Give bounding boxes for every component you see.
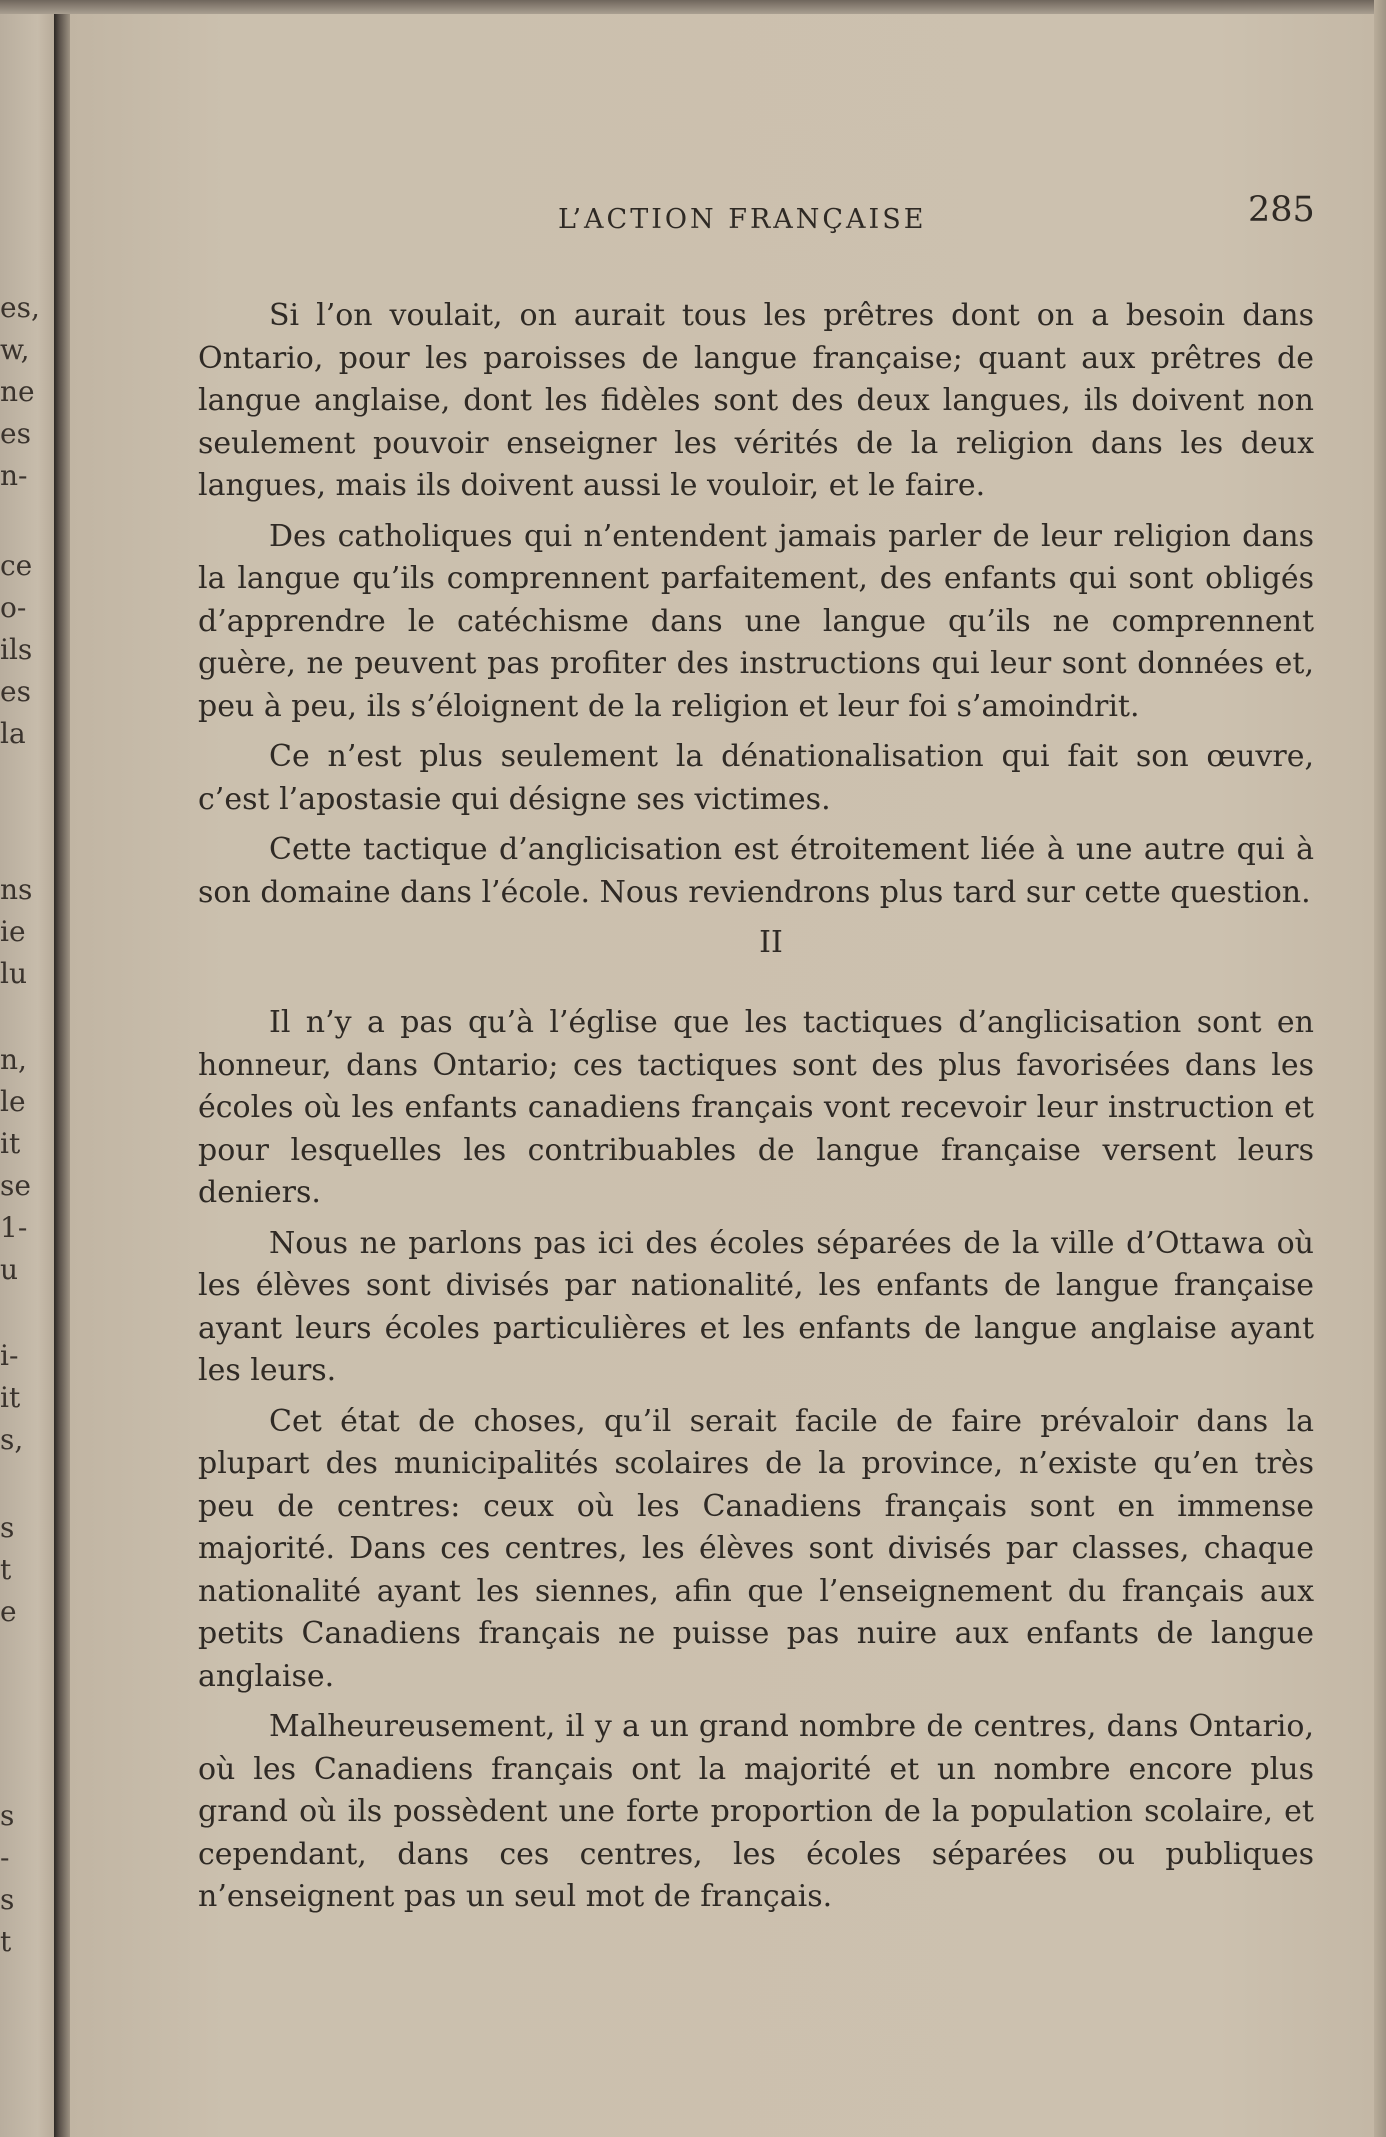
facing-page-fragment: le [0, 1086, 26, 1118]
facing-page-edge [0, 14, 54, 2137]
page-number: 285 [1248, 190, 1315, 230]
running-head: L’ACTION FRANÇAISE [558, 204, 927, 235]
facing-page-fragment: s [0, 1512, 15, 1544]
facing-page-fragment: i- [0, 1340, 19, 1372]
facing-page-fragment: - [0, 1842, 10, 1874]
page-top-edge [0, 0, 1386, 14]
paragraph: Cette tactique d’anglicisation est étroitement liée à une autre qui à son domaine dans l’école. Nous reviendrons plus tard sur cette question. [198, 832, 1314, 910]
page-right-edge [1374, 0, 1386, 2137]
body-text [198, 295, 1314, 1927]
facing-page-fragment: w, [0, 334, 30, 366]
facing-page-fragment: n, [0, 1044, 27, 1076]
facing-page-fragment: s [0, 1800, 15, 1832]
facing-page-fragment: e [0, 1596, 17, 1628]
paragraph: Cet état de choses, qu’il serait facile de faire prévaloir dans la plupart des municipalités scolaires de la province, n’existe qu’en très peu de centres: ceux où les Canadiens français sont en immense majorité. Dans ces centres, les élèves sont divisés par classes, chaque nationalité ayant les siennes, afin que l’enseignement du français aux petits Canadiens français ne puisse pas nuire aux enfants de langue anglaise. [198, 1403, 1314, 1694]
facing-page-fragment: ie [0, 916, 26, 948]
paragraph: Si l’on voulait, on aurait tous les prêtres dont on a besoin dans Ontario, pour les paroisses de langue française; quant aux prêtres de langue anglaise, dont les fidèles sont des deux langues, ils doivent non seulement pouvoir enseigner les vérités de la religion dans les deux langues, mais ils doivent aussi le vouloir, et le faire. [198, 298, 1314, 503]
facing-page-fragment: n- [0, 460, 28, 492]
facing-page-fragment: ns [0, 874, 33, 906]
book-page [70, 14, 1374, 2137]
paragraph: Nous ne parlons pas ici des écoles séparées de la ville d’Ottawa où les élèves sont divisés par nationalité, les enfants de langue française ayant leurs écoles particulières et les enfants de langue anglaise ayant les leurs. [198, 1225, 1314, 1388]
facing-page-fragment: t [0, 1926, 12, 1958]
facing-page-fragment: la [0, 718, 26, 750]
facing-page-fragment: es [0, 418, 31, 450]
facing-page-fragment: es, [0, 292, 40, 324]
facing-page-fragment: it [0, 1382, 21, 1414]
paragraph: Ce n’est plus seulement la dénationalisation qui fait son œuvre, c’est l’apostasie qui désigne ses victimes. [198, 739, 1314, 817]
facing-page-fragment: lu [0, 958, 27, 990]
book-gutter [54, 14, 70, 2137]
facing-page-fragment: o- [0, 592, 27, 624]
facing-page-fragment: ils [0, 634, 33, 666]
facing-page-fragment: s [0, 1884, 15, 1916]
facing-page-fragment: es [0, 676, 31, 708]
facing-page-fragment: it [0, 1128, 21, 1160]
facing-page-fragment: ne [0, 376, 35, 408]
facing-page-fragment: u [0, 1254, 19, 1286]
facing-page-fragment: 1- [0, 1212, 28, 1244]
facing-page-fragment: s, [0, 1424, 24, 1456]
facing-page-fragment: se [0, 1170, 31, 1202]
section-heading: II [759, 925, 783, 960]
paragraph: Malheureusement, il y a un grand nombre de centres, dans Ontario, où les Canadiens français ont la majorité et un nombre encore plus grand où ils possèdent une forte proportion de la population scolaire, et cependant, dans ces centres, les écoles séparées ou publiques n’enseignent pas un seul mot de français. [198, 1709, 1314, 1914]
paragraph: Il n’y a pas qu’à l’église que les tactiques d’anglicisation sont en honneur, dans Ontario; ces tactiques sont des plus favorisées dans les écoles où les enfants canadiens français vont recevoir leur instruction et pour lesquelles les contribuables de langue française versent leurs deniers. [198, 1005, 1314, 1210]
facing-page-fragment: ce [0, 550, 33, 582]
paragraph: Des catholiques qui n’entendent jamais parler de leur religion dans la langue qu’ils comprennent parfaitement, des enfants qui sont obligés d’apprendre le catéchisme dans une langue qu’ils ne comprennent guère, ne peuvent pas profiter des instructions qui leur sont données et, peu à peu, ils s’éloignent de la religion et leur foi s’amoindrit. [198, 518, 1314, 724]
facing-page-fragment: t [0, 1554, 12, 1586]
